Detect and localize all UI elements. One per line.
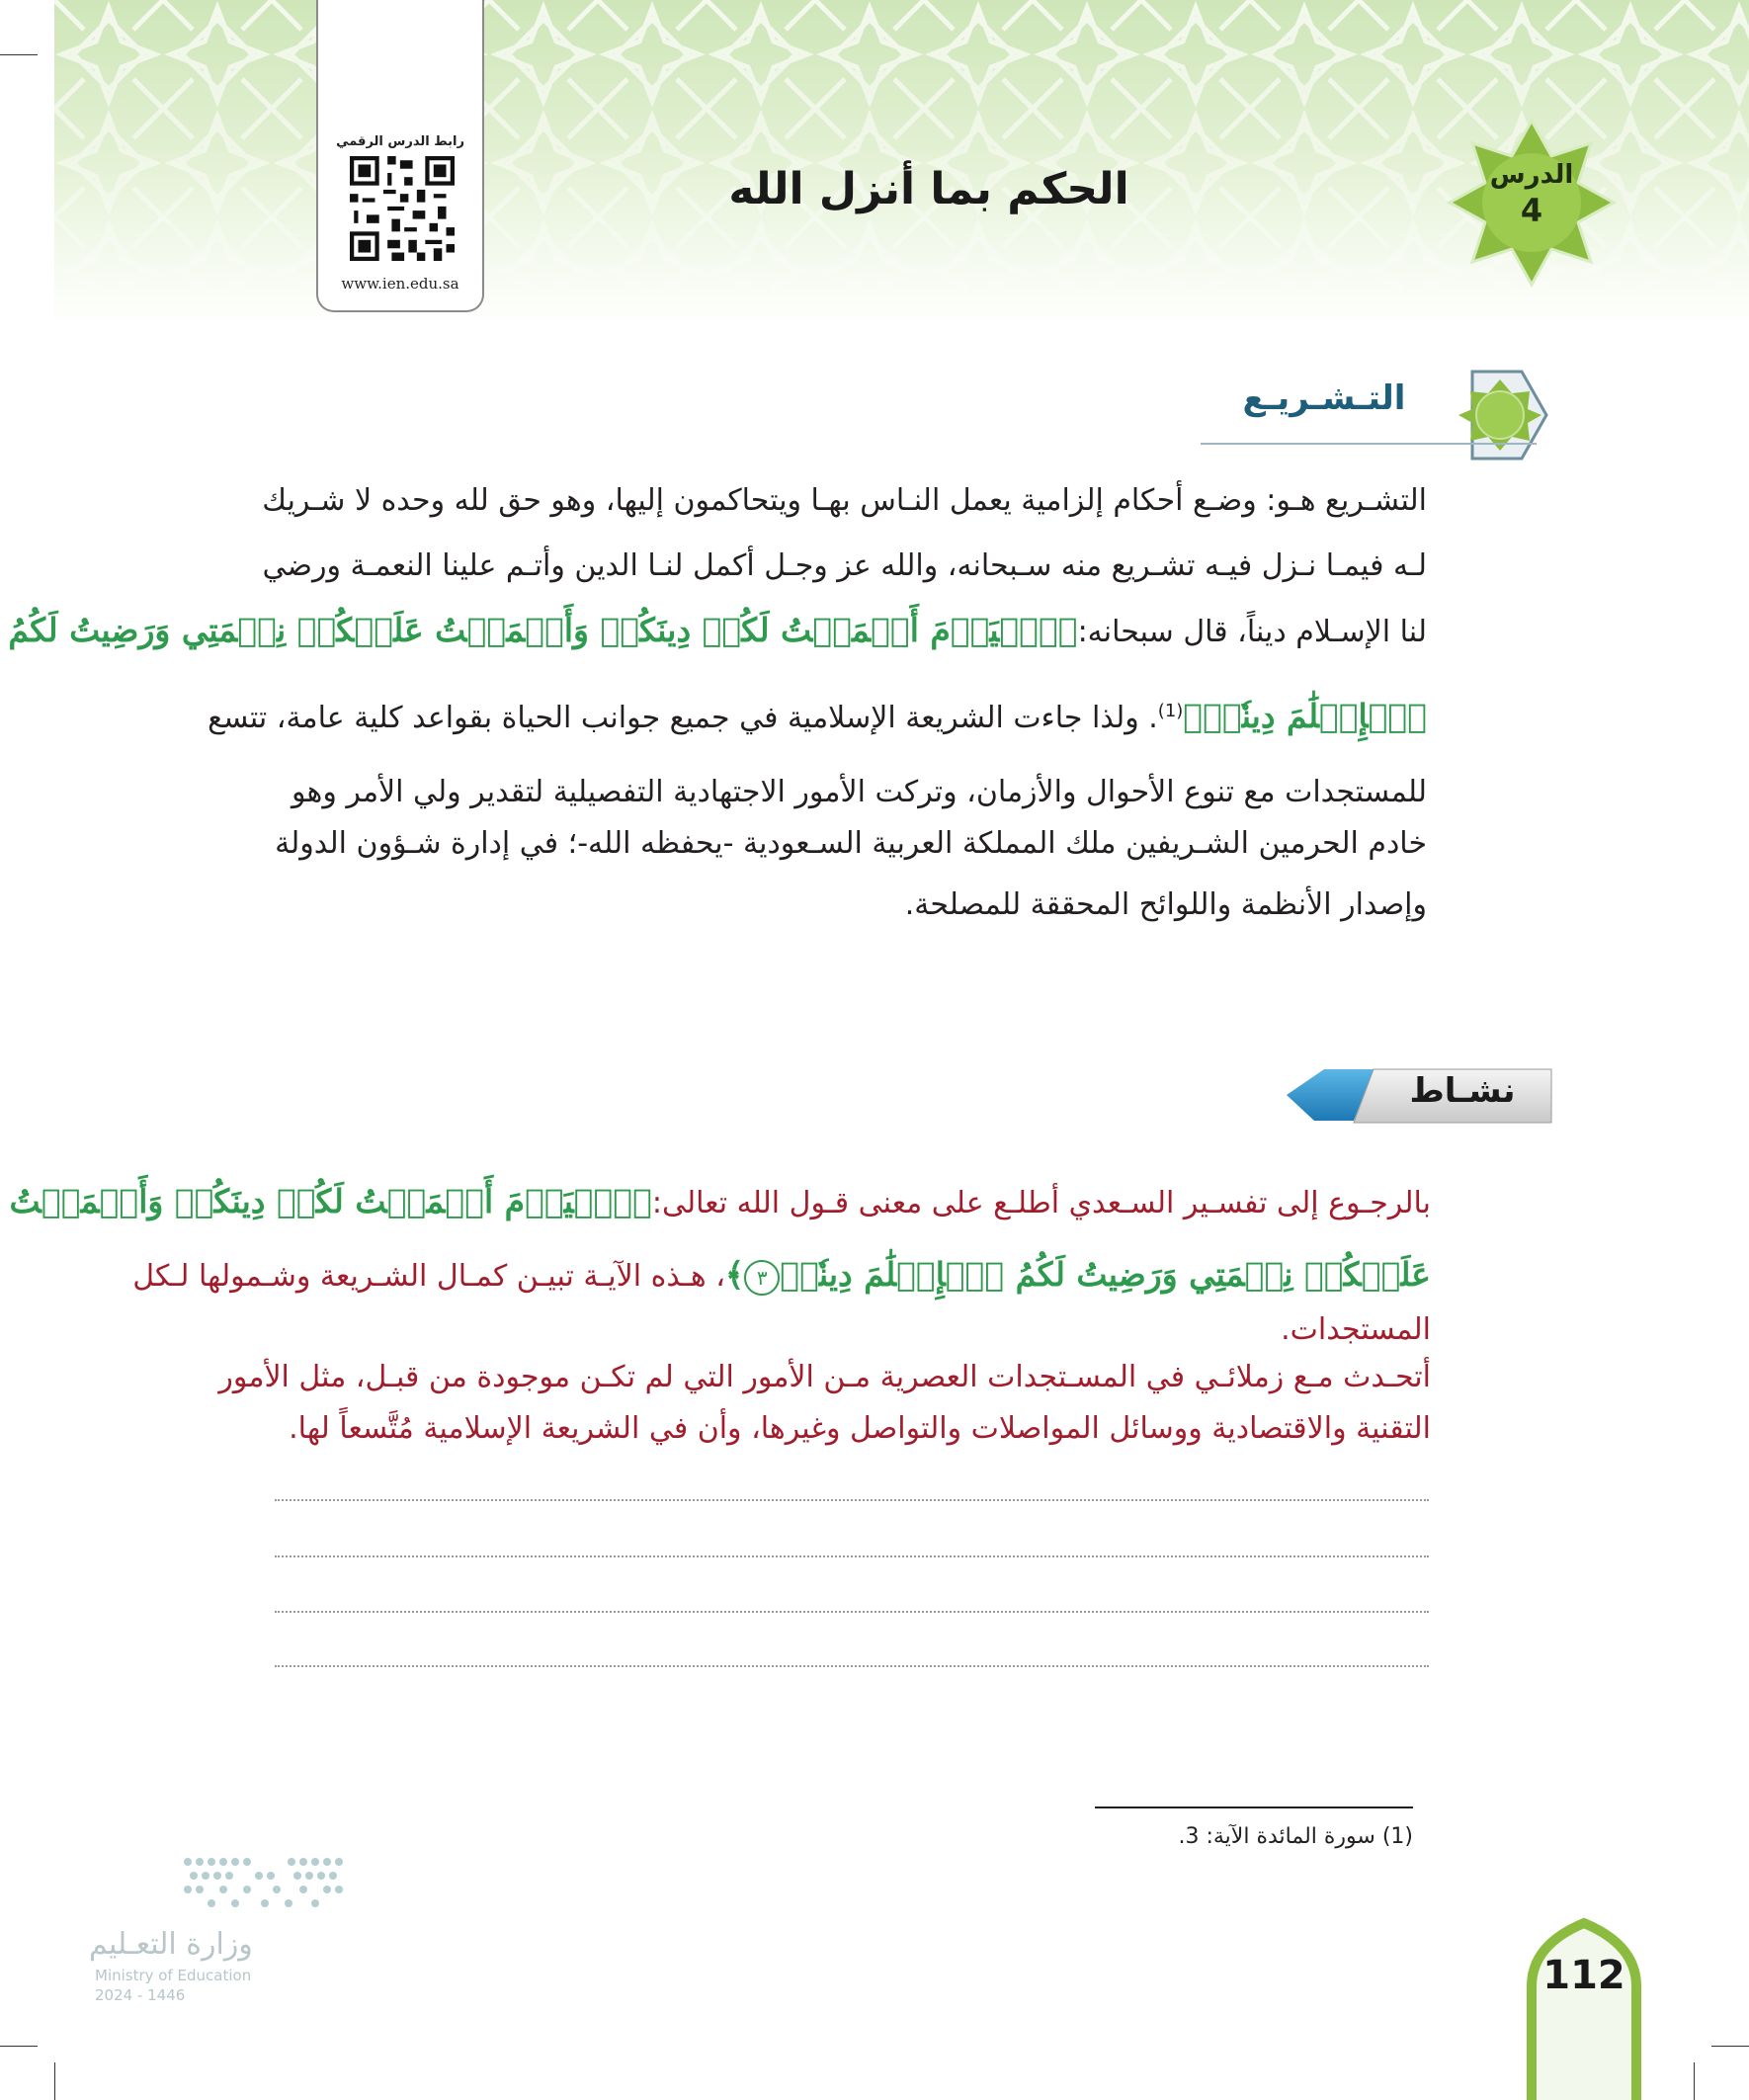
activity-line: أتحـدث مـع زملائـي في المسـتجدات العصرية مـن الأمور التي لم تكـن موجودة من قبـل، مثل الأمور <box>218 1360 1431 1394</box>
quran-verse-close: ﴾ <box>724 1255 745 1294</box>
lesson-title: الحكم بما أنزل الله <box>728 164 1129 214</box>
lesson-badge <box>1448 119 1616 287</box>
crop-mark <box>54 2062 55 2100</box>
answer-line[interactable] <box>275 1665 1429 1667</box>
activity-line: المستجدات. <box>1281 1312 1431 1347</box>
activity-text: بالرجـوع إلى تفسـير السـعدي أطلـع على معنى قـول الله تعالى: <box>651 1186 1431 1220</box>
paragraph-line: التشـريع هـو: وضـع أحكام إلزامية يعمل النـاس بهـا ويتحاكمون إليها، وهو حق لله وحده لا شـريك <box>262 483 1427 518</box>
activity-line <box>132 1255 1431 1306</box>
crop-mark <box>1694 2062 1695 2100</box>
verse-number-marker: ٣ <box>744 1260 780 1296</box>
page-number: 112 <box>1542 1953 1625 1998</box>
paragraph-line: لـه فيمـا نـزل فيـه تشـريع منه سـبحانه، والله عز وجـل أكمل لنـا الدين وأتـم علينا النعمـة ورضي <box>262 548 1427 583</box>
quran-verse: ٱلۡإِسۡلَٰمَ دِينٗاۚ﴾ <box>1183 697 1427 735</box>
paragraph-text: . ولذا جاءت الشريعة الإسلامية في جميع جوانب الحياة بقواعد كلية عامة، تتسع <box>208 701 1158 735</box>
footnote: (1) سورة المائدة الآية: 3. <box>1178 1824 1413 1849</box>
quran-verse: ﴿ٱلۡيَوۡمَ أَكۡمَلۡتُ لَكُمۡ دِينَكُمۡ وَأَتۡمَمۡتُ <box>9 1182 652 1220</box>
ministry-logo-icon <box>178 1854 351 1911</box>
ministry-year: 2024 - 1446 <box>95 1986 186 2004</box>
answer-line[interactable] <box>275 1555 1429 1557</box>
paragraph-line <box>8 611 1427 662</box>
footnote-reference[interactable]: (1) <box>1157 701 1184 721</box>
qr-url[interactable]: www.ien.edu.sa <box>341 275 459 293</box>
activity-label: نشـاط <box>1409 1071 1516 1111</box>
ministry-name-en: Ministry of Education <box>95 1967 252 1984</box>
paragraph-line: للمستجدات مع تنوع الأحوال والأزمان، وتركت الأمور الاجتهادية التفصيلية لتقدير ولي الأمر وهو <box>292 775 1427 809</box>
page-number-tab-icon <box>1520 1917 1648 2100</box>
quran-verse: عَلَيۡكُمۡ نِعۡمَتِي وَرَضِيتُ لَكُمُ ٱلۡإِسۡلَٰمَ دِينٗاۚ <box>780 1255 1431 1294</box>
paragraph-line <box>208 692 1427 743</box>
activity-text: ، هـذه الآيـة تبيـن كمـال الشـريعة وشـمولها لـكل <box>132 1259 725 1294</box>
activity-line <box>9 1182 1431 1233</box>
qr-code-icon[interactable] <box>350 156 455 261</box>
activity-line: التقنية والاقتصادية ووسائل المواصلات والتواصل وغيرها، وأن في الشريعة الإسلامية مُتَّسعاً لها. <box>289 1411 1431 1446</box>
paragraph-line: وإصدار الأنظمة واللوائح المحققة للمصلحة. <box>904 887 1427 922</box>
qr-label: رابط الدرس الرقمي <box>336 134 464 149</box>
answer-line[interactable] <box>275 1499 1429 1501</box>
paragraph-text: لنا الإسـلام ديناً، قال سبحانه: <box>1077 615 1427 649</box>
crop-mark <box>0 54 38 55</box>
crop-mark <box>0 2046 38 2047</box>
ministry-name-ar: وزارة التعـليم <box>89 1927 253 1962</box>
lesson-badge-label: الدرس <box>1489 160 1574 190</box>
footnote-rule <box>1095 1806 1413 1808</box>
qr-card[interactable] <box>316 0 484 312</box>
paragraph-line: خادم الحرمين الشـريفين ملك المملكة العربية السـعودية -يحفظه الله-؛ في إدارة شـؤون الدولة <box>275 826 1427 861</box>
lesson-number: 4 <box>1520 192 1543 229</box>
crop-mark <box>1711 2046 1749 2047</box>
quran-verse: ﴿ٱلۡيَوۡمَ أَكۡمَلۡتُ لَكُمۡ دِينَكُمۡ وَأَتۡمَمۡتُ عَلَيۡكُمۡ نِعۡمَتِي وَرَضِيتُ لَكُمُ <box>8 611 1078 649</box>
section-heading: التـشـريـع <box>1242 378 1406 418</box>
section-heading-rule <box>1201 443 1537 445</box>
answer-line[interactable] <box>275 1611 1429 1613</box>
